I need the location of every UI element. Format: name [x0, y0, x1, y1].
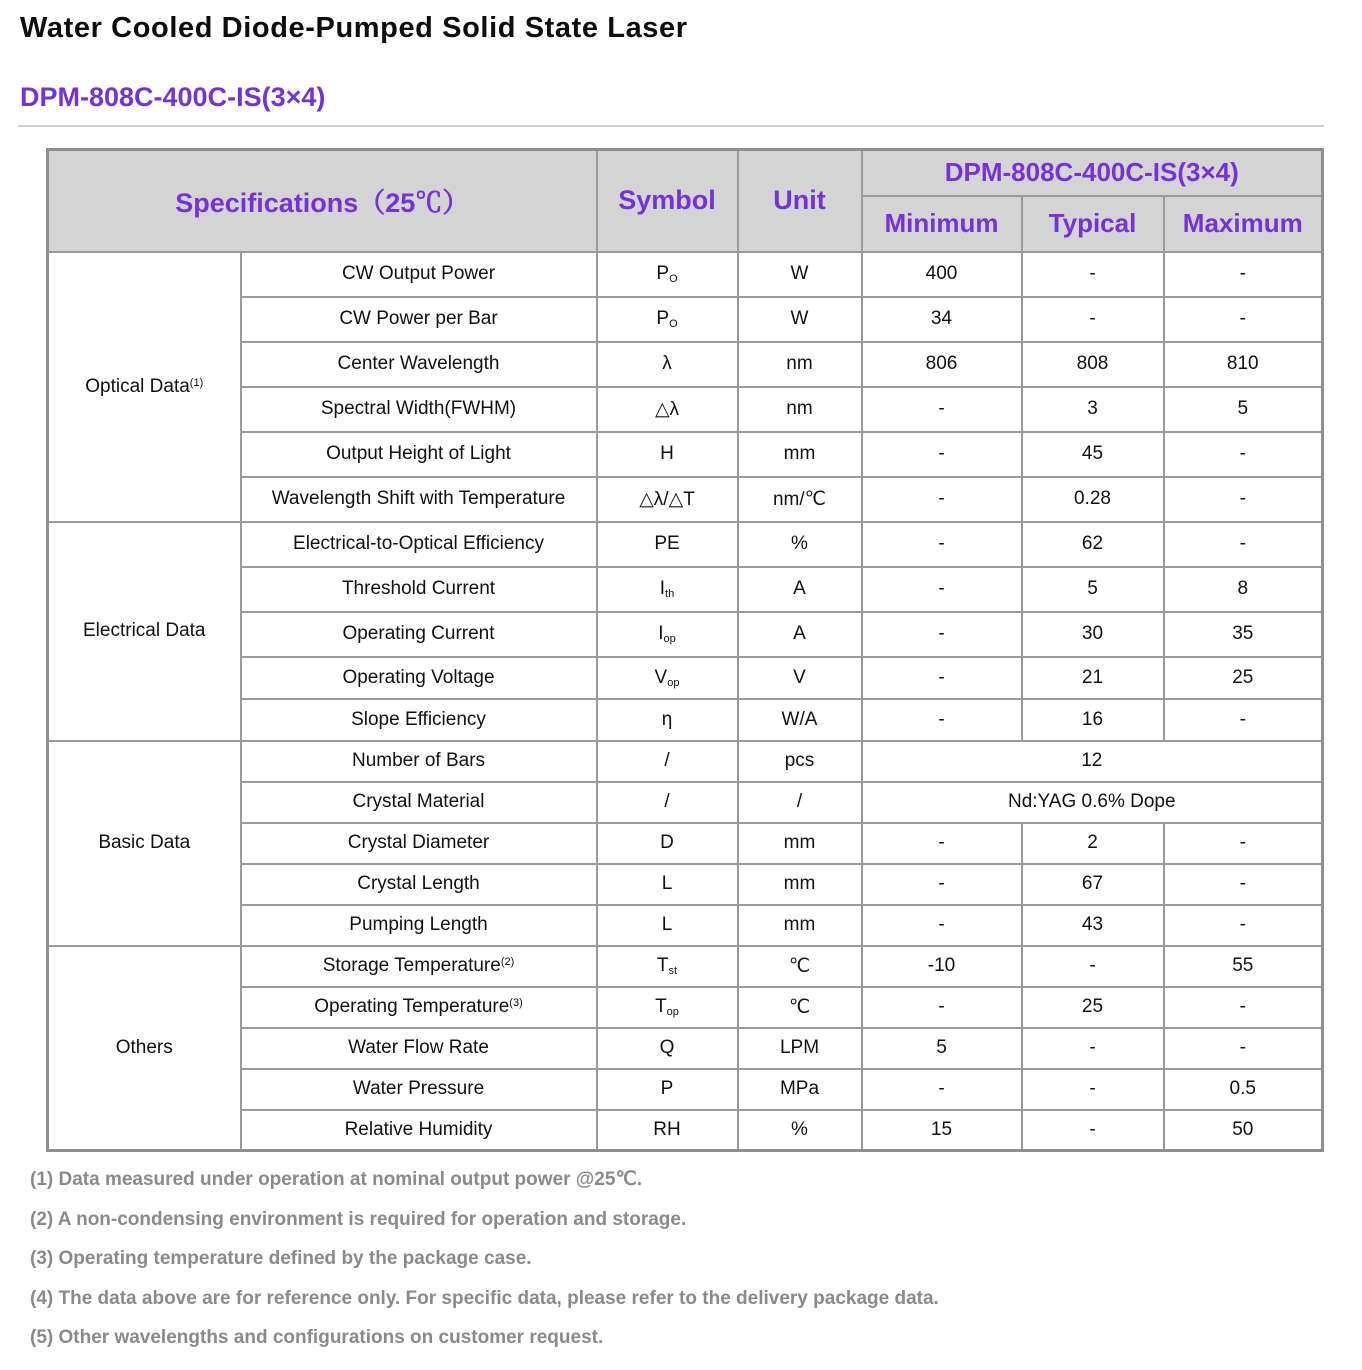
- max-cell: 25: [1164, 657, 1323, 699]
- min-cell: -: [862, 905, 1022, 946]
- unit-cell: W: [738, 252, 862, 297]
- symbol-cell: D: [597, 823, 738, 864]
- group-electrical: Electrical Data: [48, 522, 241, 741]
- max-cell: 8: [1164, 567, 1323, 612]
- typ-cell: 45: [1022, 432, 1164, 477]
- header-unit: Unit: [738, 150, 862, 252]
- footnote: (5) Other wavelengths and configurations on customer request.: [30, 1327, 604, 1348]
- unit-cell: ℃: [738, 987, 862, 1028]
- symbol-cell: $V_{op}$: [597, 657, 738, 699]
- symbol-cell: △λ/△T: [597, 477, 738, 522]
- param-cell: Operating Temperature$^{(3)}$: [241, 987, 597, 1028]
- footnote-ref: (1): [189, 376, 204, 389]
- min-cell: -: [862, 1069, 1022, 1110]
- param-cell: Output Height of Light: [241, 432, 597, 477]
- group-others: Others: [48, 946, 241, 1151]
- param-cell: CW Output Power: [241, 252, 597, 297]
- unit-cell: %: [738, 522, 862, 567]
- unit-cell: W/A: [738, 699, 862, 741]
- unit-cell: V: [738, 657, 862, 699]
- max-cell: -: [1164, 297, 1323, 342]
- footnote-ref: (2): [500, 956, 515, 968]
- typ-cell: -: [1022, 1028, 1164, 1069]
- header-symbol: Symbol: [597, 150, 738, 252]
- min-cell: -: [862, 987, 1022, 1028]
- header-spec: Specifications（25℃）: [48, 150, 597, 252]
- min-cell: -: [862, 612, 1022, 657]
- unit-cell: W: [738, 297, 862, 342]
- footnote: (3) Operating temperature defined by the package case.: [30, 1248, 532, 1269]
- typ-cell: -: [1022, 252, 1164, 297]
- symbol-cell: $I_{th}$: [597, 567, 738, 612]
- unit-cell: A: [738, 612, 862, 657]
- typ-cell: -: [1022, 946, 1164, 987]
- symbol-cell: η: [597, 699, 738, 741]
- max-cell: 0.5: [1164, 1069, 1323, 1110]
- header-model: DPM-808C-400C-IS(3×4): [862, 150, 1323, 196]
- symbol-cell: RH: [597, 1110, 738, 1151]
- max-cell: -: [1164, 1028, 1323, 1069]
- max-cell: -: [1164, 823, 1323, 864]
- param-cell: Pumping Length: [241, 905, 597, 946]
- typ-cell: -: [1022, 297, 1164, 342]
- symbol-cell: $P_O$: [597, 252, 738, 297]
- footnote: (4) The data above are for reference only. For specific data, please refer to the delivery package data.: [30, 1287, 939, 1309]
- min-cell: -10: [862, 946, 1022, 987]
- unit-cell: nm: [738, 387, 862, 432]
- header-min: Minimum: [862, 196, 1022, 252]
- min-cell: -: [862, 657, 1022, 699]
- typ-cell: 21: [1022, 657, 1164, 699]
- symbol-cell: L: [597, 905, 738, 946]
- max-cell: -: [1164, 477, 1323, 522]
- min-cell: -: [862, 864, 1022, 905]
- symbol-cell: L: [597, 864, 738, 905]
- symbol-cell: /: [597, 741, 738, 782]
- param-cell: Crystal Diameter: [241, 823, 597, 864]
- header-max: Maximum: [1164, 196, 1323, 252]
- param-cell: Water Pressure: [241, 1069, 597, 1110]
- unit-cell: nm/℃: [738, 477, 862, 522]
- param-cell: Center Wavelength: [241, 342, 597, 387]
- footnote: (1) Data measured under operation at nominal output power @25℃.: [30, 1169, 643, 1190]
- typ-cell: 3: [1022, 387, 1164, 432]
- param-cell: Operating Current: [241, 612, 597, 657]
- max-cell: -: [1164, 864, 1323, 905]
- symbol-cell: Q: [597, 1028, 738, 1069]
- min-cell: 5: [862, 1028, 1022, 1069]
- symbol-cell: λ: [597, 342, 738, 387]
- unit-cell: mm: [738, 823, 862, 864]
- symbol-cell: $P_O$: [597, 297, 738, 342]
- page-title: Water Cooled Diode-Pumped Solid State Laser: [20, 12, 688, 44]
- param-cell: CW Power per Bar: [241, 297, 597, 342]
- min-cell: 806: [862, 342, 1022, 387]
- unit-cell: %: [738, 1110, 862, 1151]
- footnotes: [30, 1166, 939, 1364]
- table-row: [48, 946, 1323, 987]
- max-cell: -: [1164, 432, 1323, 477]
- param-cell: Spectral Width(FWHM): [241, 387, 597, 432]
- symbol-cell: PE: [597, 522, 738, 567]
- typ-cell: 67: [1022, 864, 1164, 905]
- model-heading: DPM-808C-400C-IS(3×4): [20, 82, 326, 112]
- min-cell: 400: [862, 252, 1022, 297]
- typ-cell: 5: [1022, 567, 1164, 612]
- min-cell: -: [862, 477, 1022, 522]
- unit-cell: mm: [738, 864, 862, 905]
- param-cell: Crystal Material: [241, 782, 597, 823]
- typ-cell: 30: [1022, 612, 1164, 657]
- max-cell: -: [1164, 522, 1323, 567]
- typ-cell: 16: [1022, 699, 1164, 741]
- typ-cell: 25: [1022, 987, 1164, 1028]
- max-cell: 35: [1164, 612, 1323, 657]
- min-cell: -: [862, 387, 1022, 432]
- min-cell: 15: [862, 1110, 1022, 1151]
- param-cell: Storage Temperature$^{(2)}$: [241, 946, 597, 987]
- typ-cell: 43: [1022, 905, 1164, 946]
- unit-cell: MPa: [738, 1069, 862, 1110]
- typ-cell: 62: [1022, 522, 1164, 567]
- symbol-cell: H: [597, 432, 738, 477]
- unit-cell: /: [738, 782, 862, 823]
- param-cell: Crystal Length: [241, 864, 597, 905]
- symbol-cell: /: [597, 782, 738, 823]
- max-cell: 50: [1164, 1110, 1323, 1151]
- table-row: [48, 741, 1323, 782]
- min-cell: -: [862, 432, 1022, 477]
- group-basic: Basic Data: [48, 741, 241, 946]
- param-cell: Operating Voltage: [241, 657, 597, 699]
- max-cell: -: [1164, 699, 1323, 741]
- unit-cell: nm: [738, 342, 862, 387]
- table-row: [48, 252, 1323, 297]
- symbol-cell: $I_{op}$: [597, 612, 738, 657]
- table-row: [48, 522, 1323, 567]
- param-cell: Relative Humidity: [241, 1110, 597, 1151]
- max-cell: -: [1164, 252, 1323, 297]
- max-cell: -: [1164, 987, 1323, 1028]
- group-label: Optical Data: [85, 375, 190, 397]
- max-cell: -: [1164, 905, 1323, 946]
- param-cell: Wavelength Shift with Temperature: [241, 477, 597, 522]
- unit-cell: ℃: [738, 946, 862, 987]
- typ-cell: -: [1022, 1069, 1164, 1110]
- min-cell: -: [862, 522, 1022, 567]
- symbol-cell: P: [597, 1069, 738, 1110]
- footnote: (2) A non-condensing environment is required for operation and storage.: [30, 1208, 687, 1230]
- header-typ: Typical: [1022, 196, 1164, 252]
- group-optical: [48, 252, 241, 522]
- min-cell: 34: [862, 297, 1022, 342]
- min-cell: -: [862, 699, 1022, 741]
- symbol-cell: $T_{st}$: [597, 946, 738, 987]
- symbol-cell: $T_{op}$: [597, 987, 738, 1028]
- min-cell: -: [862, 567, 1022, 612]
- symbol-cell: △λ: [597, 387, 738, 432]
- spec-table: [46, 148, 1324, 1152]
- divider: [18, 125, 1324, 127]
- unit-cell: mm: [738, 432, 862, 477]
- min-cell: -: [862, 823, 1022, 864]
- param-cell: Threshold Current: [241, 567, 597, 612]
- param-cell: Slope Efficiency: [241, 699, 597, 741]
- param-cell: Water Flow Rate: [241, 1028, 597, 1069]
- param-cell: Number of Bars: [241, 741, 597, 782]
- unit-cell: pcs: [738, 741, 862, 782]
- unit-cell: A: [738, 567, 862, 612]
- max-cell: 810: [1164, 342, 1323, 387]
- unit-cell: LPM: [738, 1028, 862, 1069]
- param-cell: Electrical-to-Optical Efficiency: [241, 522, 597, 567]
- footnote-ref: (3): [509, 997, 523, 1009]
- max-cell: 5: [1164, 387, 1323, 432]
- typ-cell: 0.28: [1022, 477, 1164, 522]
- max-cell: 55: [1164, 946, 1323, 987]
- merged-value-cell: Nd:YAG 0.6% Dope: [862, 782, 1323, 823]
- typ-cell: 2: [1022, 823, 1164, 864]
- typ-cell: 808: [1022, 342, 1164, 387]
- merged-value-cell: 12: [862, 741, 1323, 782]
- typ-cell: -: [1022, 1110, 1164, 1151]
- unit-cell: mm: [738, 905, 862, 946]
